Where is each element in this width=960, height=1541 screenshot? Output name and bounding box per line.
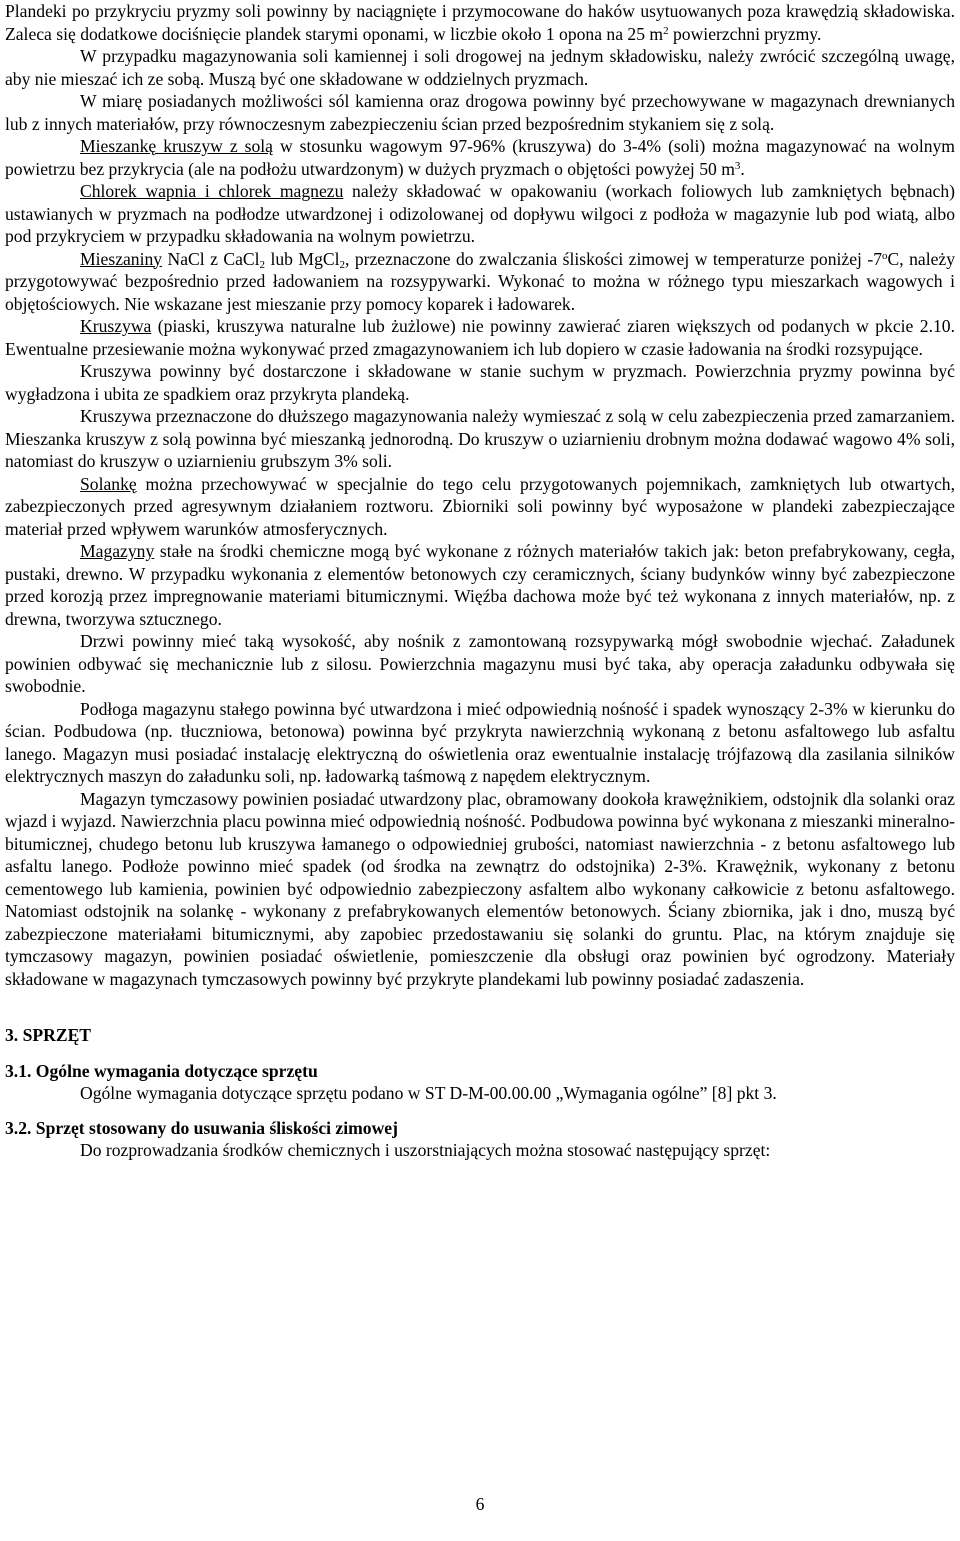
text-run: , przeznaczone do zwalczania śliskości zimowej w temperaturze poniżej -7 (345, 248, 883, 269)
section-heading-3: 3. SPRZĘT (5, 1025, 92, 1045)
text-run: należy składować w opakowaniu (workach foliowych lub zamkniętych bębnach) ustawianych w pryzmach na podłodze utwardzonej i odizolowanej od dopływu wilgoci z podłoża w magazynie lub pod wiatą, albo pod przykryciem w przypadku składowania na wolnym powietrzu. (5, 181, 955, 246)
text-run: W miarę posiadanych możliwości sól kamienna oraz drogowa powinny być przechowywane w magazynach drewnianych lub z innych materiałów, przy równoczesnym zabezpieczeniu ścian przed bezpośrednim stykaniem się z solą. (5, 91, 955, 134)
paragraph (5, 90, 955, 135)
section-heading-3-1: 3.1. Ogólne wymagania dotyczące sprzętu (5, 1060, 318, 1081)
underlined-term: Mieszaniny (80, 248, 163, 269)
paragraph (5, 315, 955, 360)
paragraph (5, 135, 955, 180)
section-3-1-text: Ogólne wymagania dotyczące sprzętu podano w ST D-M-00.00.00 „Wymagania ogólne” [8] pkt 3. (80, 1083, 777, 1103)
text-run: (piaski, kruszywa naturalne lub żużlowe) nie powinny zawierać ziaren większych od podanych w pkcie 2.10. Ewentualne przesiewanie można wykonywać przed zmagazynowaniem ich lub dopiero w czasie ładowania na środki rozsypujące. (5, 316, 955, 359)
text-run: można przechowywać w specjalnie do tego celu przygotowanych pojemnikach, zamkniętych lub otwartych, zabezpieczonych przed agresywnym działaniem roztworu. Zbiorniki soli powinny być wyposażone w plandeki zabezpieczające materiał przed wpływem warunków atmosferycznych. (5, 473, 955, 539)
section-3-2-text: Do rozprowadzania środków chemicznych i uszorstniających można stosować następujący sprzęt: (80, 1140, 771, 1160)
text-run: Kruszywa powinny być dostarczone i składowane w stanie suchym w pryzmach. Powierzchnia pryzmy powinna być wygładzona i ubita ze spadkiem oraz przykryta plandeką. (5, 361, 955, 404)
underlined-term: Kruszywa (80, 316, 152, 336)
underlined-term: Magazyny (80, 541, 155, 561)
text-run: lub MgCl (265, 248, 340, 269)
text-run: NaCl z CaCl (162, 248, 260, 269)
text-run: W przypadku magazynowania soli kamiennej i soli drogowej na jednym składowisku, należy zwrócić szczególną uwagę, aby nie mieszać ich ze sobą. Muszą być one składowane w oddzielnych pryzmach. (5, 46, 955, 89)
paragraph (5, 788, 955, 991)
paragraph (5, 248, 955, 316)
text-run: Drzwi powinny mieć taką wysokość, aby nośnik z zamontowaną rozsypywarką mógł swobodnie wjechać. Załadunek powinien odbywać się mechanicznie lub z silosu. Powierzchnia magazynu musi być taka, aby operacja załadunku odbywała się swobodnie. (5, 631, 955, 696)
text-run: stałe na środki chemiczne mogą być wykonane z różnych materiałów takich jak: beton prefabrykowany, cegła, pustaki, drewno. W przypadku wykonania z elementów betonowych czy ceramicznych, ściany budynków winny być zabezpieczone przed korozją przez impregnowanie materiami bitumicznymi. Więźba dachowa może być też wykonana z innych materiałów, np. z drewna, tworzywa sztucznego. (5, 541, 955, 629)
paragraph (5, 473, 955, 541)
paragraph (5, 180, 955, 248)
superscript: 3 (734, 159, 741, 172)
paragraph (5, 45, 955, 90)
subscript: 2 (259, 258, 266, 271)
underlined-term: Chlorek wapnia i chlorek magnezu (80, 181, 344, 201)
paragraph (5, 698, 955, 788)
page-number: 6 (475, 1494, 485, 1514)
section-heading-3-2: 3.2. Sprzęt stosowany do usuwania śliskości zimowej (5, 1117, 398, 1138)
text-run: . (740, 158, 745, 179)
subscript: 2 (339, 258, 345, 271)
underlined-term: Mieszankę kruszyw z solą (80, 136, 273, 156)
paragraph (5, 540, 955, 630)
text-run: w stosunku wagowym 97-96% (kruszywa) do 3-4% (soli) można magazynować na wolnym powietrzu bez przykrycia (ale na podłożu utwardzonym) w dużych pryzmach o objętości powyżej 50 m (5, 136, 955, 179)
text-run: Kruszywa przeznaczone do dłuższego magazynowania należy wymieszać z solą w celu zabezpieczenia przed zamarzaniem. Mieszanka kruszyw z solą powinna być mieszanką jednorodną. Do kruszyw o uziarnieniu drobnym można dodawać wagowo 4% soli, natomiast do kruszyw o uziarnieniu grubszym 3% soli. (5, 406, 955, 471)
text-run: Magazyn tymczasowy powinien posiadać utwardzony plac, obramowany dookoła krawężnikiem, odstojnik dla solanki oraz wjazd i wyjazd. Nawierzchnia placu powinna mieć odpowiednią nośność. Podbudowa powinna być wykonana z mieszanki mineralno-bitumicznej, chudego betonu lub kruszywa łamanego o odpowiedniej grubości, natomiast nawierzchnia - z betonu asfaltowego lub asfaltu lanego. Podłoże powinno mieć spadek (od środka na zewnątrz do odstojnika) 2-3%. Krawężnik, wykonany z betonu cementowego lub kamienia, powinien być odpowiednio zabezpieczony asfaltem albo wykonany całkowicie z betonu asfaltowego. Natomiast odstojnik na solankę - wykonany z prefabrykowanych elementów betonowych. Ściany zbiornika, jak i dno, muszą być zabezpieczone materiałami bitumicznymi, aby zapobiec przedostawaniu się solanki do gruntu. Plac, na którym znajduje się tymczasowy magazyn, powinien posiadać oświetlenie, pomieszczenie dla obsługi oraz powinien być ogrodzony. Materiały składowane w magazynach tymczasowych powinny być przykryte plandekami lub powinny posiadać zadaszenia. (5, 788, 955, 989)
text-run: powierzchni pryzmy. (668, 23, 822, 44)
paragraphs-block (5, 0, 955, 990)
text-run: Podłoga magazynu stałego powinna być utwardzona i mieć odpowiednią nośność i spadek wynoszący 2-3% w kierunku do ścian. Podbudowa (np. tłuczniowa, betonowa) powinna być przykryta nawierzchnią wykonaną z betonu asfaltowego lub asfaltu lanego. Magazyn musi posiadać instalację elektryczną do oświetlenia oraz ewentualnie instalację trójfazową dla zasilania silników elektrycznych maszyn do załadunku soli, np. ładowarką taśmową z napędem elektrycznym. (5, 698, 955, 786)
text-run: Plandeki po przykryciu pryzmy soli powinny by naciągnięte i przymocowane do haków usytuowanych poza krawędzią składowiska. Zaleca się dodatkowe dociśnięcie plandek starymi oponami, w liczbie około 1 opona na 25 m (5, 1, 955, 44)
paragraph (5, 405, 955, 473)
superscript: o (882, 249, 888, 262)
paragraph (5, 630, 955, 698)
underlined-term: Solankę (80, 473, 137, 494)
paragraph (5, 0, 955, 45)
paragraph (5, 360, 955, 405)
superscript: 2 (663, 24, 669, 37)
document-page (5, 0, 955, 1162)
text-run: C, należy przygotowywać bezpośrednio przed ładowaniem na rozsypywarki. Wykonać to można w różnego typu mieszarkach wagowych i objętościowych. Nie wskazane jest mieszanie przy pomocy koparek i ładowarek. (5, 248, 956, 314)
